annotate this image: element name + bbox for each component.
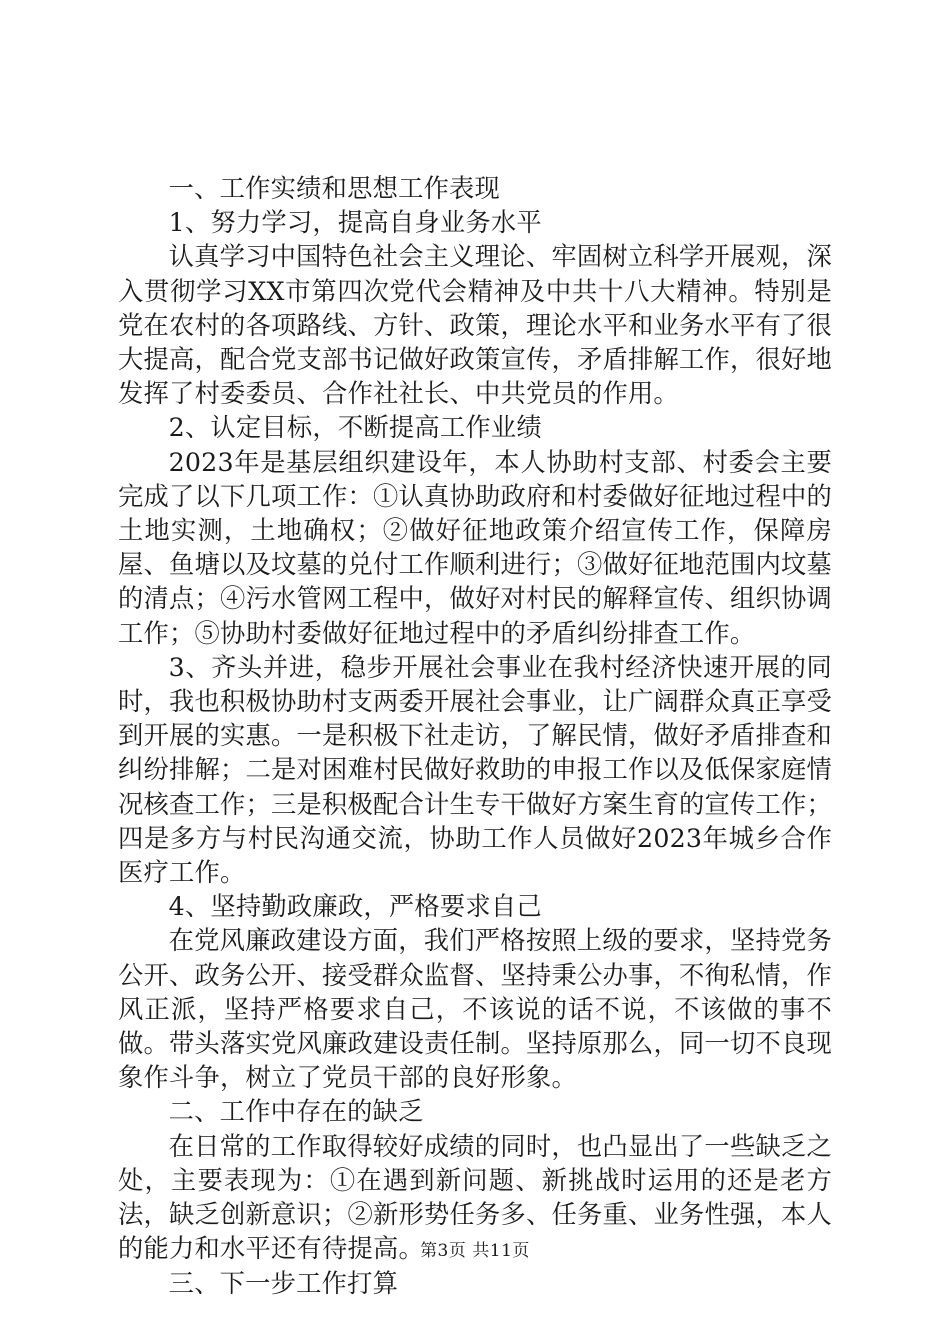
subheading-4: 4、坚持勤政廉政，严格要求自己 bbox=[168, 892, 542, 922]
subheading-1: 1、努力学习，提高自身业务水平 bbox=[168, 208, 542, 238]
subheading-2: 2、认定目标，不断提高工作业绩 bbox=[168, 413, 542, 443]
document-body bbox=[118, 172, 832, 1301]
section-heading-1: 一、工作实绩和思想工作表现 bbox=[168, 174, 501, 203]
section-heading-3: 三、下一步工作打算 bbox=[168, 1268, 399, 1298]
page-number: 第3页 共11页 bbox=[420, 1241, 530, 1261]
paragraph-work-items: 2023年是基层组织建设年，本人协助村支部、村委会主要完成了以下几项工作：①认真协助政府和村委做好征地过程中的土地实测，土地确权；②做好征地政策介绍宣传工作，保障房屋、鱼塘以及坟墓的兑付工作顺利进行；③做好征地范围内坟墓的清点；④污水管网工程中，做好对村民的解释宣传、组织协调工作；⑤协助村委做好征地过程中的矛盾纠纷排查工作。 bbox=[118, 447, 832, 648]
paragraph-integrity: 在党风廉政建设方面，我们严格按照上级的要求，坚持党务公开、政务公开、接受群众监督、坚持秉公办事，不徇私情，作风正派，坚持严格要求自己，不该说的话不说，不该做的事不做。带头落实党风廉政建设责任制。坚持原那么，同一切不良现象作斗争，树立了党员干部的良好形象。 bbox=[118, 926, 832, 1093]
paragraph-social-affairs: 3、齐头并进，稳步开展社会事业在我村经济快速开展的同时，我也积极协助村支两委开展社会事业，让广阔群众真正享受到开展的实惠。一是积极下社走访，了解民情，做好矛盾排查和纠纷排解；二是对困难村民做好救助的申报工作以及低保家庭情况核查工作；三是积极配合计生专干做好方案生育的宣传工作；四是多方与村民沟通交流，协助工作人员做好2023年城乡合作医疗工作。 bbox=[118, 652, 832, 888]
paragraph-shortcomings: 在日常的工作取得较好成绩的同时，也凸显出了一些缺乏之处，主要表现为：①在遇到新问题、新挑战时运用的还是老方法，缺乏创新意识；②新形势任务多、任务重、业务性强，本人的能力和水平还有待提高。 bbox=[118, 1131, 832, 1264]
paragraph-study: 认真学习中国特色社会主义理论、牢固树立科学开展观，深入贯彻学习XX市第四次党代会精神及中共十八大精神。特别是党在农村的各项路线、方针、政策，理论水平和业务水平有了很大提高，配合党支部书记做好政策宣传，矛盾排解工作，很好地发挥了村委委员、合作社社长、中共党员的作用。 bbox=[118, 242, 832, 409]
section-heading-2: 二、工作中存在的缺乏 bbox=[168, 1097, 424, 1127]
